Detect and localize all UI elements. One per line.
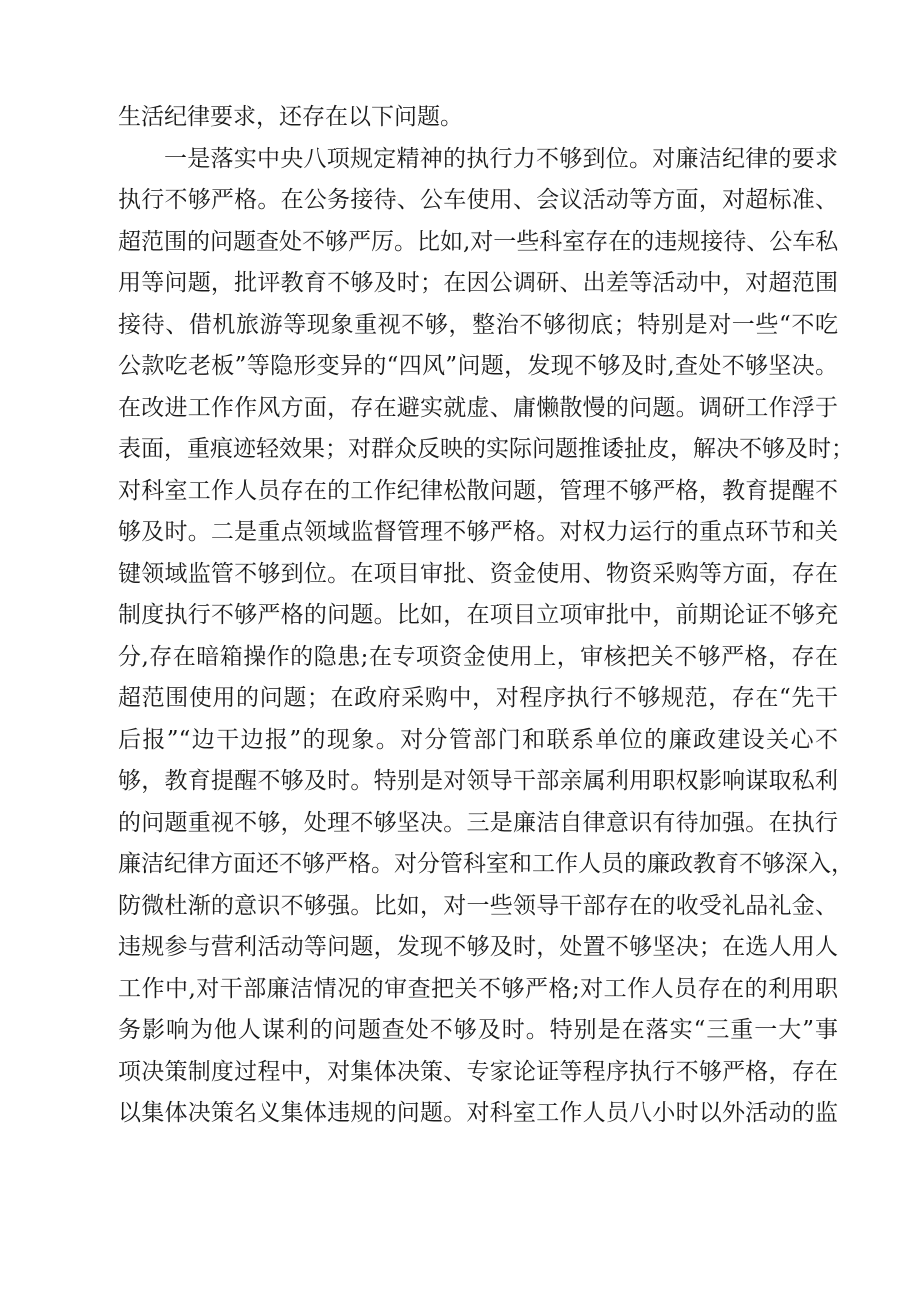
- text-line: 公款吃老板”等隐形变异的“四风”问题，发现不够及时,查处不够坚决。: [118, 353, 838, 379]
- text-line: 务影响为他人谋利的问题查处不够及时。特别是在落实“三重一大”事: [118, 1017, 838, 1043]
- text-line: 违规参与营利活动等问题，发现不够及时，处置不够坚决；在选人用人: [118, 934, 838, 960]
- text-line: 防微杜渐的意识不够强。比如，对一些领导干部存在的收受礼品礼金、: [118, 892, 838, 919]
- text-line: 键领域监管不够到位。在项目审批、资金使用、物资采购等方面，存在: [118, 560, 838, 587]
- text-line: 用等问题，批评教育不够及时；在因公调研、出差等活动中，对超范围: [118, 270, 838, 296]
- paragraph-first-line: 一是落实中央八项规定精神的执行力不够到位。对廉洁纪律的要求: [164, 145, 838, 172]
- text-line: 够及时。二是重点领域监督管理不够严格。对权力运行的重点环节和关: [118, 519, 838, 545]
- body-text: [118, 97, 854, 1135]
- text-line: 执行不够严格。在公务接待、公车使用、会议活动等方面，对超标准、: [118, 187, 838, 213]
- text-line: 超范围的问题查处不够严厉。比如,对一些科室存在的违规接待、公车私: [118, 228, 839, 255]
- text-line: 廉洁纪律方面还不够严格。对分管科室和工作人员的廉政教育不够深入，: [118, 851, 854, 877]
- text-line: 生活纪律要求，还存在以下问题。: [118, 104, 463, 130]
- text-line: 够，教育提醒不够及时。特别是对领导干部亲属利用职权影响谋取私利: [118, 768, 838, 794]
- text-line: 项决策制度过程中，对集体决策、专家论证等程序执行不够严格，存在: [118, 1058, 838, 1085]
- text-line: 分,存在暗箱操作的隐患;在专项资金使用上，审核把关不够严格，存在: [118, 643, 838, 670]
- text-line: 的问题重视不够，处理不够坚决。三是廉洁自律意识有待加强。在执行: [118, 809, 838, 836]
- text-line: 在改进工作作风方面，存在避实就虚、庸懒散慢的问题。调研工作浮于: [118, 394, 838, 421]
- text-line: 超范围使用的问题；在政府采购中，对程序执行不够规范，存在“先干: [118, 685, 838, 711]
- text-line: 对科室工作人员存在的工作纪律松散问题，管理不够严格，教育提醒不: [118, 477, 838, 504]
- text-line: 表面，重痕迹轻效果；对群众反映的实际问题推诿扯皮，解决不够及时；: [118, 436, 854, 462]
- text-line: 接待、借机旅游等现象重视不够，整治不够彻底；特别是对一些“不吃: [118, 311, 838, 338]
- text-line: 以集体决策名义集体违规的问题。对科室工作人员八小时以外活动的监: [118, 1100, 838, 1126]
- text-line: 制度执行不够严格的问题。比如，在项目立项审批中，前期论证不够充: [118, 602, 838, 628]
- text-line: 工作中,对干部廉洁情况的审查把关不够严格;对工作人员存在的利用职: [118, 975, 838, 1002]
- text-line: 后报”“边干边报”的现象。对分管部门和联系单位的廉政建设关心不: [118, 726, 838, 753]
